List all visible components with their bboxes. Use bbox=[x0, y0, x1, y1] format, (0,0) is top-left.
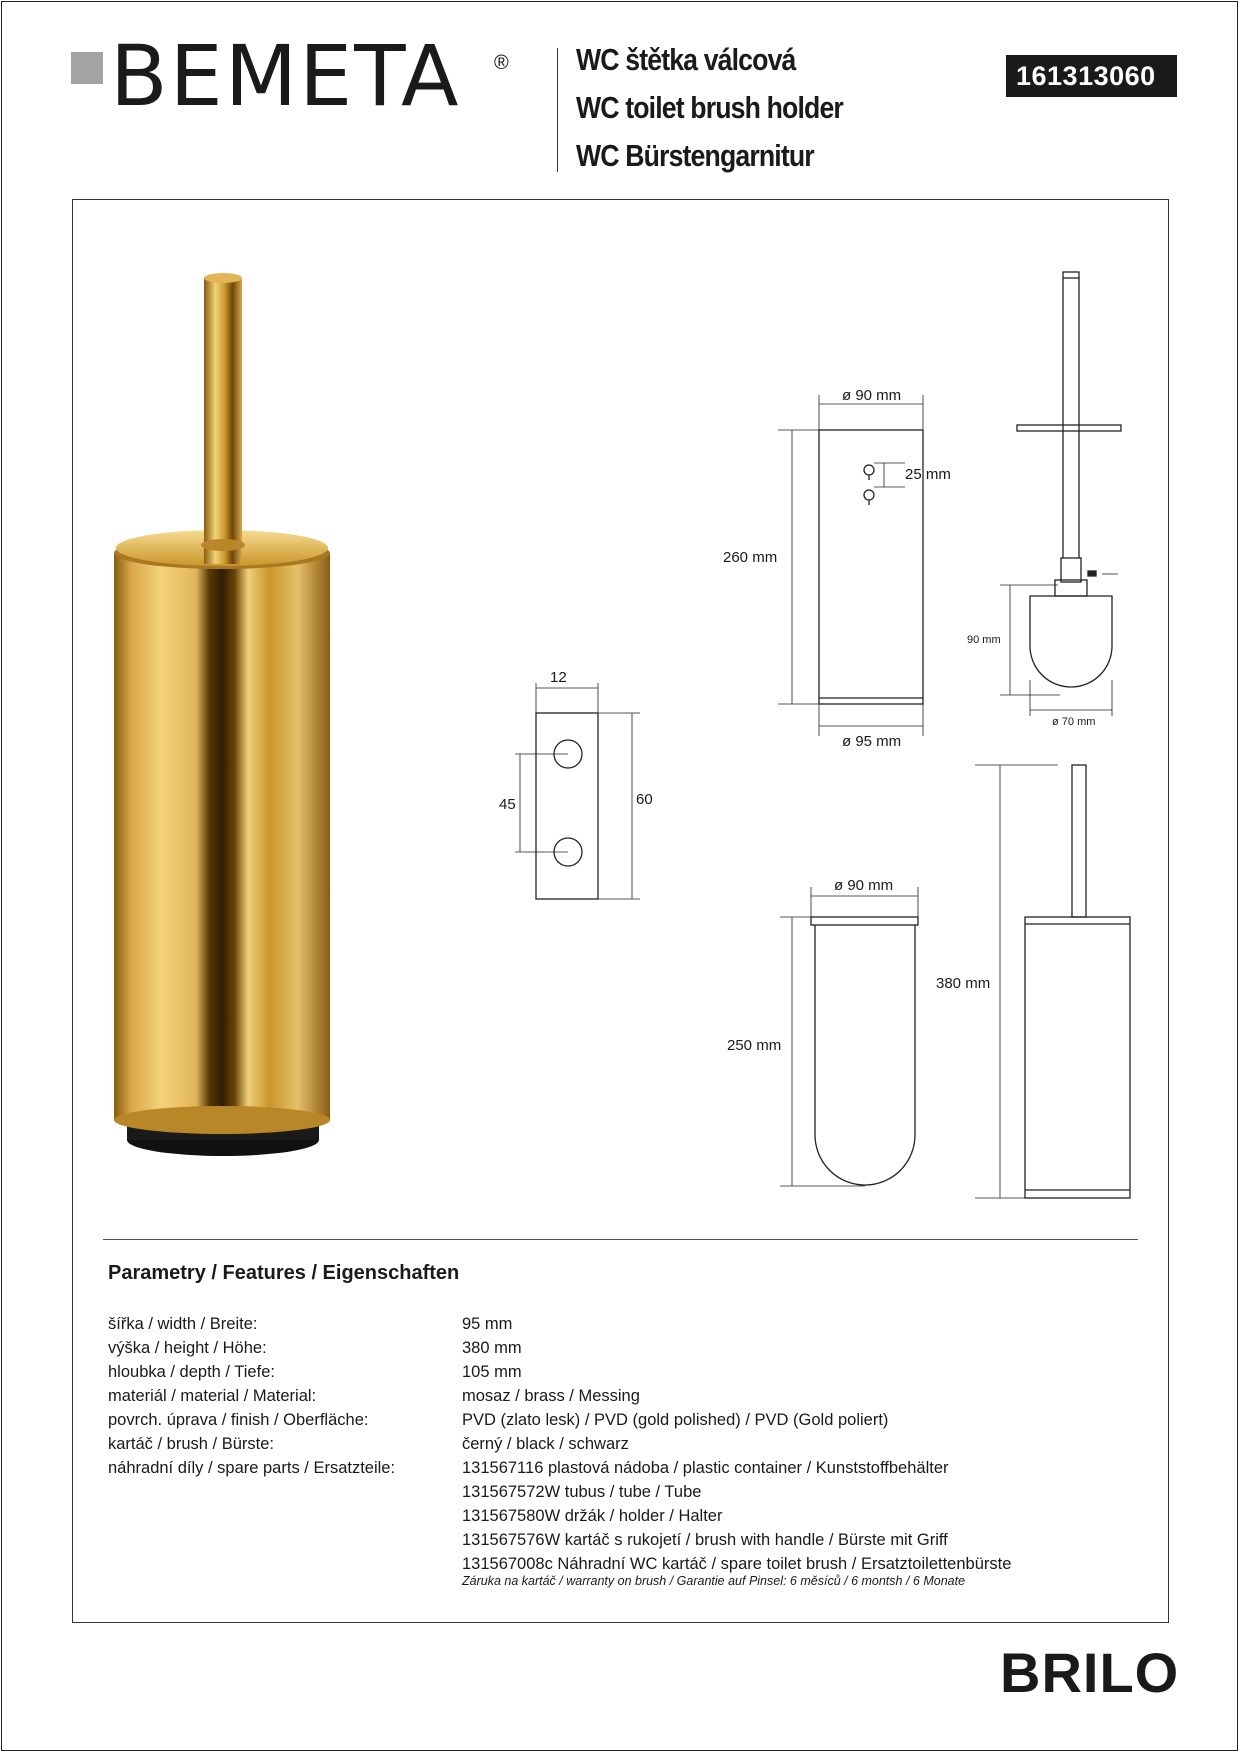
product-code: 161313060 bbox=[1006, 55, 1177, 97]
series-name: BRILO bbox=[1000, 1641, 1180, 1704]
feature-value-spare-part-1: 131567116 plastová nádoba / plastic container / Kunststoffbehälter bbox=[462, 1459, 949, 1477]
wall-plate-drawing bbox=[515, 683, 640, 899]
product-photo bbox=[114, 273, 330, 1156]
feature-label-brush: kartáč / brush / Bürste: bbox=[108, 1435, 274, 1453]
feature-value-finish: PVD (zlato lesk) / PVD (gold polished) / PVD (Gold poliert) bbox=[462, 1411, 889, 1429]
dim-plate-height: 60 bbox=[636, 791, 653, 808]
feature-value-width: 95 mm bbox=[462, 1315, 513, 1333]
dim-container-height: 250 mm bbox=[727, 1037, 782, 1054]
features-title: Parametry / Features / Eigenschaften bbox=[108, 1262, 460, 1284]
warranty-note: Záruka na kartáč / warranty on brush / Garantie auf Pinsel: 6 měsíců / 6 montsh / 6 Monate bbox=[462, 1574, 966, 1588]
dim-keyhole: 25 mm bbox=[905, 466, 951, 483]
feature-value-height: 380 mm bbox=[462, 1339, 522, 1357]
section-divider bbox=[103, 1239, 1138, 1240]
title-en: WC toilet brush holder bbox=[576, 90, 843, 125]
title-cz: WC štětka válcová bbox=[576, 42, 796, 77]
feature-value-spare-part-5: 131567008c Náhradní WC kartáč / spare toilet brush / Ersatztoilettenbürste bbox=[462, 1555, 1012, 1573]
registered-mark: ® bbox=[494, 52, 509, 74]
tube-front-drawing bbox=[778, 395, 923, 736]
feature-label-depth: hloubka / depth / Tiefe: bbox=[108, 1363, 275, 1381]
dim-tube-bottom: ø 95 mm bbox=[842, 733, 902, 750]
dim-tube-height: 260 mm bbox=[723, 549, 778, 566]
feature-label-finish: povrch. úprava / finish / Oberfläche: bbox=[108, 1411, 369, 1429]
feature-label-height: výška / height / Höhe: bbox=[108, 1339, 267, 1357]
feature-value-brush: černý / black / schwarz bbox=[462, 1435, 629, 1453]
dim-plate-holes: 45 bbox=[499, 796, 516, 813]
feature-label-width: šířka / width / Breite: bbox=[108, 1315, 258, 1333]
feature-value-material: mosaz / brass / Messing bbox=[462, 1387, 640, 1405]
title-de: WC Bürstengarnitur bbox=[576, 138, 814, 173]
dim-brush-diameter: ø 70 mm bbox=[1052, 716, 1096, 728]
feature-value-spare-part-3: 131567580W držák / holder / Halter bbox=[462, 1507, 723, 1525]
feature-value-spare-part-2: 131567572W tubus / tube / Tube bbox=[462, 1483, 702, 1501]
dim-brush-height: 90 mm bbox=[967, 634, 1001, 646]
dim-tube-top: ø 90 mm bbox=[842, 387, 902, 404]
assembled-drawing bbox=[975, 765, 1130, 1198]
feature-value-depth: 105 mm bbox=[462, 1363, 522, 1381]
dim-total-height: 380 mm bbox=[936, 975, 991, 992]
feature-label-material: materiál / material / Material: bbox=[108, 1387, 317, 1405]
feature-value-spare-part-4: 131567576W kartáč s rukojetí / brush with handle / Bürste mit Griff bbox=[462, 1531, 948, 1549]
dim-plate-width: 12 bbox=[550, 669, 567, 686]
brand-logo: BEMETA bbox=[110, 27, 461, 125]
dim-container-diameter: ø 90 mm bbox=[834, 877, 894, 894]
feature-label-spare-parts: náhradní díly / spare parts / Ersatzteile: bbox=[108, 1459, 396, 1477]
container-drawing bbox=[780, 887, 918, 1186]
brush-drawing bbox=[1000, 272, 1121, 716]
